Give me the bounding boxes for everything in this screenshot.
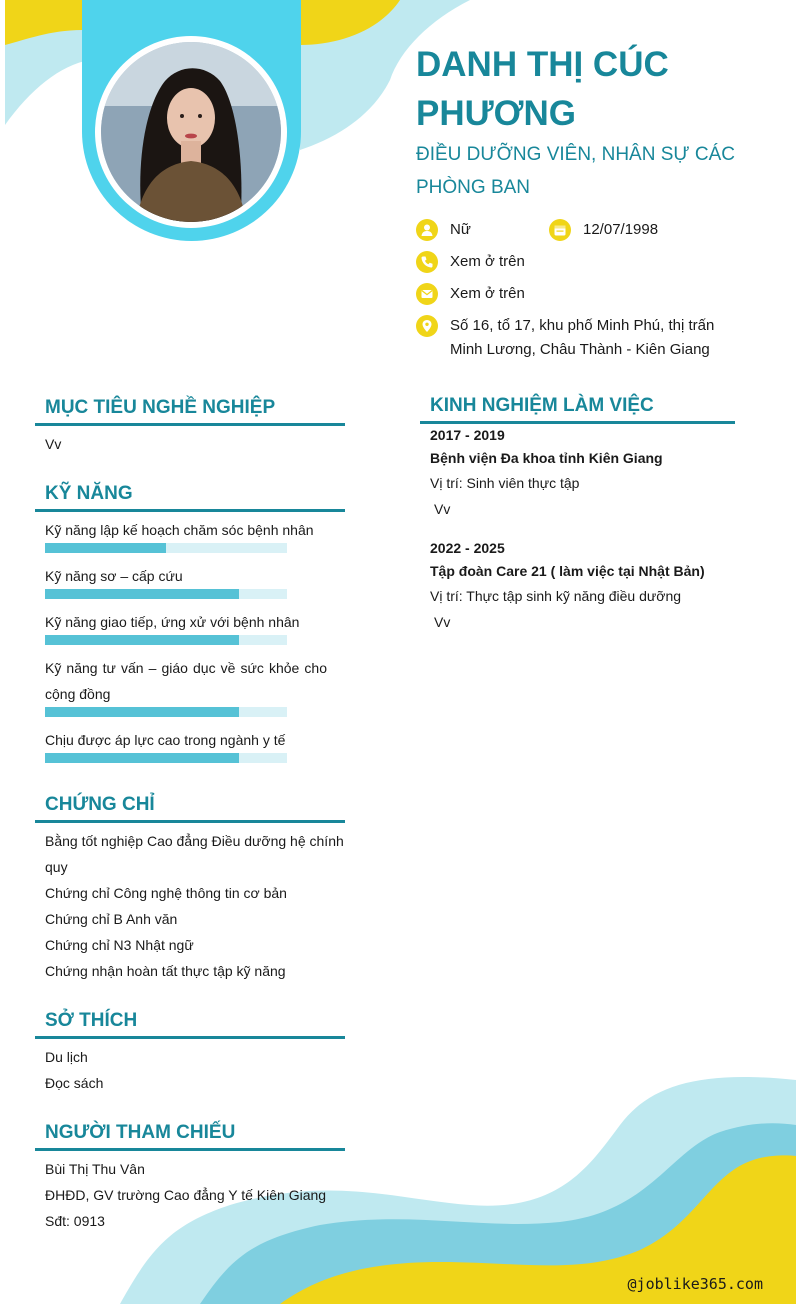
skill-bar-fill xyxy=(45,543,166,553)
address-value: Số 16, tổ 17, khu phố Minh Phú, thị trấn Minh Lương, Châu Thành - Kiên Giang xyxy=(450,317,715,358)
skill-bar-fill xyxy=(45,635,239,645)
skill-bar xyxy=(45,589,287,599)
hobbies-divider xyxy=(35,1036,345,1039)
experience-heading: KINH NGHIỆM LÀM VIỆC xyxy=(430,395,654,416)
objective-text: Vv xyxy=(45,436,62,452)
candidate-name: DANH THỊ CÚC PHƯƠNG xyxy=(416,45,669,133)
certificates-divider xyxy=(35,820,345,823)
hobby-item: Đọc sách xyxy=(45,1075,104,1091)
phone-value: Xem ở trên xyxy=(450,253,525,270)
experience-period: 2022 - 2025 xyxy=(430,540,505,556)
objective-divider xyxy=(35,423,345,426)
skill-bar-fill xyxy=(45,589,239,599)
experience-period: 2017 - 2019 xyxy=(430,427,505,443)
person-icon xyxy=(416,219,438,241)
dob-value: 12/07/1998 xyxy=(583,221,659,238)
skill-label: Kỹ năng lập kế hoạch chăm sóc bệnh nhân xyxy=(45,522,314,538)
watermark: @joblike365.com xyxy=(627,1275,763,1293)
certificate-item: Chứng chỉ B Anh văn xyxy=(45,911,178,927)
objective-heading: MỤC TIÊU NGHỀ NGHIỆP xyxy=(45,397,276,418)
skill-bar-fill xyxy=(45,707,239,717)
skills-heading: KỸ NĂNG xyxy=(45,483,133,504)
info-dob xyxy=(549,218,729,242)
experience-company: Bệnh viện Đa khoa tỉnh Kiên Giang xyxy=(430,450,663,466)
gender-value: Nữ xyxy=(450,221,471,238)
certificate-item: Bằng tốt nghiệp Cao đẳng Điều dưỡng hệ chính quy xyxy=(45,833,344,875)
info-address xyxy=(416,314,746,362)
experience-divider xyxy=(420,421,735,424)
skill-bar xyxy=(45,635,287,645)
email-value: Xem ở trên xyxy=(450,285,525,302)
experience-position: Vị trí: Sinh viên thực tập xyxy=(430,475,580,491)
certificates-heading: CHỨNG CHỈ xyxy=(45,794,155,815)
experience-company: Tập đoàn Care 21 ( làm việc tại Nhật Bản) xyxy=(430,563,705,579)
certificate-item: Chứng chỉ Công nghệ thông tin cơ bản xyxy=(45,885,287,901)
references-divider xyxy=(35,1148,345,1151)
references-heading: NGƯỜI THAM CHIẾU xyxy=(45,1122,236,1143)
reference-item: Sđt: 0913 xyxy=(45,1213,105,1229)
location-pin-icon xyxy=(416,315,438,337)
skills-divider xyxy=(35,509,345,512)
info-gender xyxy=(416,218,546,242)
hobbies-heading: SỞ THÍCH xyxy=(45,1010,138,1031)
skill-bar xyxy=(45,707,287,717)
phone-icon xyxy=(416,251,438,273)
info-phone xyxy=(416,250,736,274)
avatar xyxy=(95,36,287,228)
skill-label: Kỹ năng tư vấn – giáo dục về sức khỏe cho cộng đồng xyxy=(45,660,327,702)
certificate-item: Chứng nhận hoàn tất thực tập kỹ năng xyxy=(45,963,286,979)
experience-description: Vv xyxy=(434,501,451,517)
skill-bar-fill xyxy=(45,753,239,763)
reference-item: Bùi Thị Thu Vân xyxy=(45,1161,145,1177)
certificate-item: Chứng chỉ N3 Nhật ngữ xyxy=(45,937,194,953)
calendar-icon xyxy=(549,219,571,241)
skill-label: Kỹ năng giao tiếp, ứng xử với bệnh nhân xyxy=(45,614,300,630)
experience-position: Vị trí: Thực tập sinh kỹ năng điều dưỡng xyxy=(430,588,682,604)
mail-icon xyxy=(416,283,438,305)
skill-label: Kỹ năng sơ – cấp cứu xyxy=(45,568,183,584)
reference-item: ĐHĐD, GV trường Cao đẳng Y tế Kiên Giang xyxy=(45,1187,327,1203)
info-email xyxy=(416,282,736,306)
skill-bar xyxy=(45,753,287,763)
skill-bar xyxy=(45,543,287,553)
skill-label: Chịu được áp lực cao trong ngành y tế xyxy=(45,732,286,748)
experience-description: Vv xyxy=(434,614,451,630)
hobby-item: Du lịch xyxy=(45,1049,88,1065)
job-title: ĐIỀU DƯỠNG VIÊN, NHÂN SỰ CÁC PHÒNG BAN xyxy=(416,144,736,198)
